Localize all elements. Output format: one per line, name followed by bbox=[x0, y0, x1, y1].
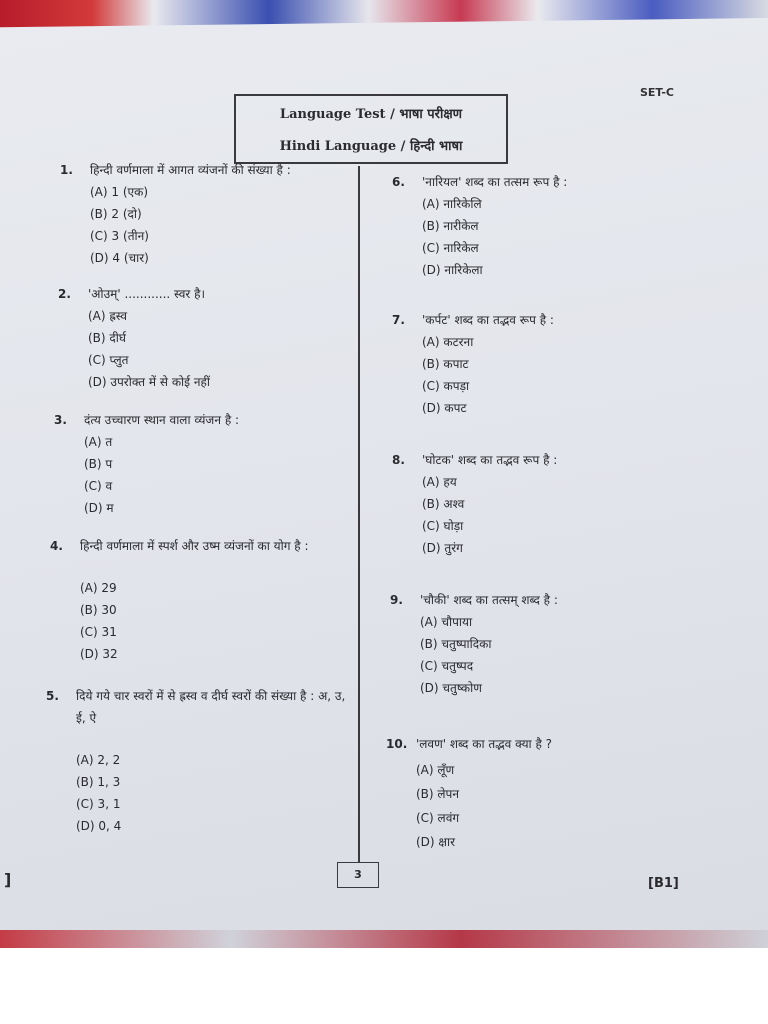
option: (A) त bbox=[84, 435, 113, 449]
question-stem: 'चौकी' शब्द का तत्सम् शब्द है : bbox=[420, 593, 558, 607]
question-stem: 'लवण' शब्द का तद्भव क्या है ? bbox=[416, 737, 553, 751]
question-number: 10. bbox=[386, 737, 408, 751]
question-stem: दिये गये चार स्वरों में से ह्रस्व व दीर्घ स्वरों की संख्या है : अ, उ, ई, ऐ bbox=[76, 689, 346, 725]
question-stem: दंत्य उच्चारण स्थान वाला व्यंजन है : bbox=[84, 413, 240, 427]
option: (A) 29 bbox=[80, 581, 117, 595]
option: (A) ह्रस्व bbox=[88, 309, 128, 323]
option: (A) 1 (एक) bbox=[90, 185, 149, 199]
question-number: 8. bbox=[392, 453, 405, 467]
option: (C) कपड़ा bbox=[422, 379, 470, 393]
option: (A) कटरना bbox=[422, 335, 474, 349]
option: (C) लवंग bbox=[416, 811, 460, 825]
option: (C) व bbox=[84, 479, 113, 493]
option: (B) 30 bbox=[80, 603, 117, 617]
question-number: 5. bbox=[46, 689, 59, 703]
option: (C) नारिकेल bbox=[422, 241, 479, 255]
test-header-box bbox=[234, 94, 508, 164]
left-margin-mark: ] bbox=[4, 870, 12, 889]
option: (D) कपट bbox=[422, 401, 467, 415]
question-stem: 'ओउम्' ............ स्वर है। bbox=[88, 287, 206, 301]
fabric-bottom bbox=[0, 930, 768, 948]
option: (B) 2 (दो) bbox=[90, 207, 142, 221]
option: (B) नारीकेल bbox=[422, 219, 479, 233]
column-divider bbox=[358, 166, 360, 862]
option: (D) नारिकेला bbox=[422, 263, 483, 277]
question-number: 6. bbox=[392, 175, 405, 189]
option: (A) 2, 2 bbox=[76, 753, 121, 767]
option: (D) 32 bbox=[80, 647, 118, 661]
option: (B) लेपन bbox=[416, 787, 460, 801]
option: (D) क्षार bbox=[416, 835, 456, 849]
question-stem: हिन्दी वर्णमाला में स्पर्श और उष्म व्यंजनों का योग है : bbox=[80, 539, 309, 553]
option: (A) चौपाया bbox=[420, 615, 473, 629]
question-number: 4. bbox=[50, 539, 63, 553]
question-number: 1. bbox=[60, 163, 73, 177]
question-number: 9. bbox=[390, 593, 403, 607]
option: (B) अश्व bbox=[422, 497, 465, 511]
option: (B) दीर्घ bbox=[88, 331, 126, 345]
question-stem: 'घोटक' शब्द का तद्भव रूप है : bbox=[422, 453, 558, 467]
option: (C) प्लुत bbox=[88, 353, 129, 367]
question-number: 3. bbox=[54, 413, 67, 427]
question-stem: 'कर्पट' शब्द का तद्भव रूप है : bbox=[422, 313, 554, 327]
option: (C) घोड़ा bbox=[422, 519, 464, 533]
option: (B) 1, 3 bbox=[76, 775, 121, 789]
option: (C) चतुष्पद bbox=[420, 659, 474, 673]
question-number: 7. bbox=[392, 313, 405, 327]
option: (D) 0, 4 bbox=[76, 819, 122, 833]
question-number: 2. bbox=[58, 287, 71, 301]
option: (D) म bbox=[84, 501, 114, 515]
option: (D) तुरंग bbox=[422, 541, 463, 555]
option: (C) 3 (तीन) bbox=[90, 229, 149, 243]
option: (D) उपरोक्त में से कोई नहीं bbox=[88, 375, 211, 389]
option: (D) चतुष्कोण bbox=[420, 681, 482, 695]
question-stem: 'नारियल' शब्द का तत्सम रूप है : bbox=[422, 175, 568, 189]
option: (B) कपाट bbox=[422, 357, 469, 371]
option: (A) लूँण bbox=[416, 763, 455, 777]
question-stem: हिन्दी वर्णमाला में आगत व्यंजनों की संख्या है : bbox=[90, 163, 291, 177]
option: (B) चतुष्पादिका bbox=[420, 637, 492, 651]
option: (A) हय bbox=[422, 475, 457, 489]
option: (A) नारिकेलि bbox=[422, 197, 482, 211]
page-number: 3 bbox=[337, 862, 379, 888]
header-line-2: Hindi Language / हिन्दी भाषा bbox=[279, 139, 463, 154]
option: (C) 3, 1 bbox=[76, 797, 121, 811]
set-label: SET-C bbox=[640, 86, 674, 99]
header-line-1: Language Test / भाषा परीक्षण bbox=[279, 107, 463, 122]
option: (D) 4 (चार) bbox=[90, 251, 149, 265]
booklet-code: [B1] bbox=[648, 876, 679, 891]
option: (B) प bbox=[84, 457, 113, 471]
option: (C) 31 bbox=[80, 625, 117, 639]
